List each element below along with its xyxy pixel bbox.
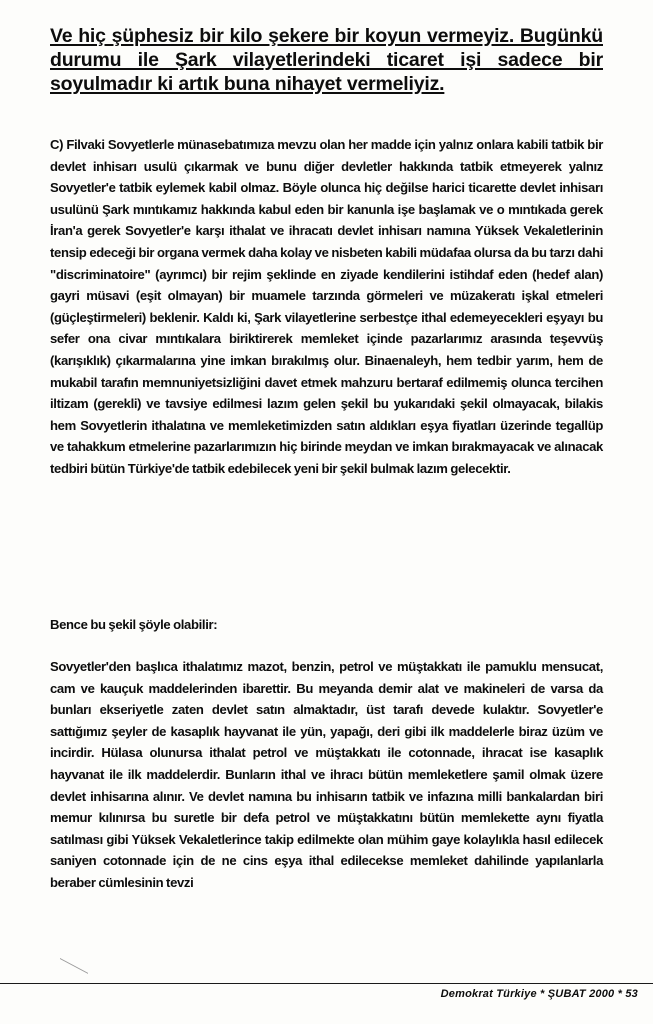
footer-rule	[0, 983, 653, 984]
paragraph-intro: Bence bu şekil şöyle olabilir:	[50, 617, 218, 632]
paragraph-c: C) Filvaki Sovyetlerle münasebatımıza mevzu olan her madde için yalnız onlara kabili tatbik bir devlet inhisarı usulü çıkarmak ve bunu diğer devletler hakkında tatbik etmeyerek yalnız Sovyetler'e tatbik eylemek kabil olmaz. Böyle olunca hiç değilse harici ticarette devlet inhisarı usulünü Şark mıntıkamız hakkında kabul eden bir kanunla işe başlamak ve o mıntıkada gerek İran'a gerek Sovyetler'e karşı ithalat ve ihracatı devlet inhisarı namına Yüksek Vekaletlerinin tensip edeceği bir organa vermek daha kolay ve nisbeten kabili müdafaa olursa da bu tarzı dahi "discriminatoire" (ayrımcı) bir rejim şeklinde en ziyade kendilerini istihdaf eden (hedef alan) gayri müsavi (eşit olmayan) bir muamele tarzında görmeleri ve müzakeratı işkal etmeleri (güçleştirmeleri) beklenir. Kaldı ki, Şark vilayetlerine serbestçe ithal edemeyecekleri eşyayı bu sefer ona civar mıntıkalara biriktirerek memleket içinde pazarlarımız arasında teşevvüş (karışıklık) çıkarmalarına yine imkan bırakılmış olur. Binaenaleyh, hem tedbir yarım, hem de mukabil tarafın memnuniyetsizliğini davet etmek mahzuru bertaraf edilmemiş olunca tercihen iltizam (gerekli) ve tavsiye edilmesi lazım gelen şekil bu yukarıdaki şekil olmayacak, bilakis hem Sovyetlerin ithalatına ve memleketimizden satın aldıkları eşya fiyatları üzerinde tegallüp ve tahakkum etmelerine pazarlarımızın hiç birinde meydan ve imkan bırakmayacak ve alınacak tedbiri bütün Türkiye'de tatbik edebilecek yeni bir şekil bulmak lazım gelecektir.	[50, 137, 603, 476]
corner-fold-mark	[60, 958, 88, 994]
page-footer: Demokrat Türkiye * ŞUBAT 2000 * 53	[440, 988, 638, 1000]
paragraph-main: Sovyetler'den başlıca ithalatımız mazot, benzin, petrol ve müştakkatı ile pamuklu mensucat, cam ve kauçuk maddelerinden ibarettir. Bu meyanda demir alat ve makineleri de varsa da bunları ekseriyetle zaten devlet satın almaktadır, üst tarafı devede kulaktır. Sovyetler'e sattığımız şeyler de kasaplık hayvanat ile yün, yapağı, deri gibi ilk maddelerle biraz üzüm ve incirdir. Hülasa olunursa ithalat petrol ve müştakkatı ile cotonnade, ihracat ise kasaplık hayvanat ile ilk maddelerdir. Bunların ithal ve ihracı bütün memleketlere şamil olmak üzere devlet inhisarına alınır. Ve devlet namına bu inhisarın tatbik ve infazına milli bankalardan biri memur kılınırsa bu suretle bir defa petrol ve müştakkatını bütün memlekette aynı fiyatla satılması gibi Yüksek Vekaletlerince takip edilmekte olan mühim gaye kolaylıkla hasıl edilecek saniyen cotonnade için de ne cins eşya ithal edilecekse memleket dahilinde yapılanlarla beraber cümlesinin tevzi	[50, 659, 603, 890]
page-headline: Ve hiç şüphesiz bir kilo şekere bir koyun vermeyiz. Bugünkü durumu ile Şark vilayetlerindeki ticaret işi sadece bir soyulmadır ki artık buna nihayet vermeliyiz.	[50, 25, 603, 95]
